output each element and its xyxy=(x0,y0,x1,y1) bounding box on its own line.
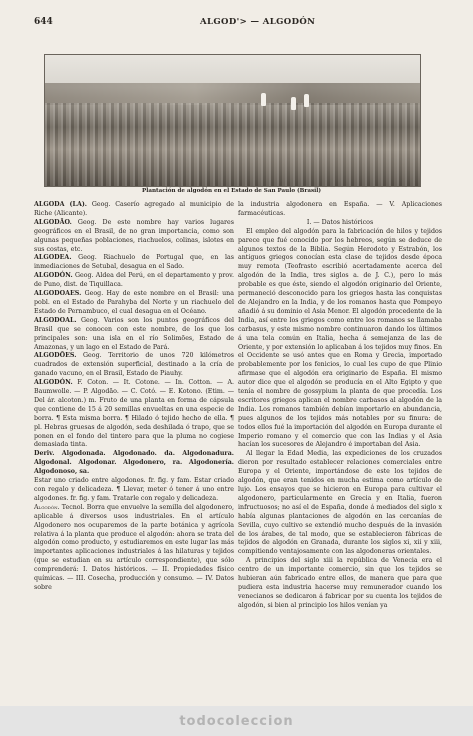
entry-text: F. Coton. — It. Cotone. — In. Cotton. — A. Baumwolle. — P. Algodão. — C. Cotó. — E. Kotono. (Etim. — Del ár. alcoton.) m. Fruto de una planta en forma de cápsula que contiene de 15 á 20 semillas envueltas en una especie de borra. ¶ Esta misma borra. ¶ Hilado ó tejido hecho de ella. ¶ pl. Hebras gruesas de algodón, seda deshilada ó trapo, que se ponen en el fondo del tintero para que la pluma no cogiese demasiada tinta. xyxy=(34,379,234,449)
photo-figure-worker xyxy=(261,93,266,106)
dictionary-entry xyxy=(34,477,234,504)
article-paragraph: A principios del siglo xiii la república de Venecia era el centro de un importante comercio, sin que los tejidos se hubieran aún fabricado entre ellos, de manera que para que pudiera esta industria hacerse muy remunerador cuando los venecianos se dedicaron á fabricar por su cuenta los tejidos de algodón, si bien al principio los hilos venían ya xyxy=(238,557,442,609)
entry-headword: ALGODÃO. xyxy=(34,218,72,226)
entry-text: Geog. Territorio de unos 720 kilómetros cuadrados de extensión superficial, destinado a la cría de ganado vacuno, en el Brasil, Estado de Piauhy. xyxy=(34,352,234,378)
entry-headword: ALGODÓN. xyxy=(34,379,73,387)
photo-cotton-field xyxy=(45,103,420,186)
dictionary-entry xyxy=(34,504,234,593)
photo-figure-worker xyxy=(291,97,296,110)
article-paragraph: Al llegar la Edad Media, las expediciones de los cruzados dieron por resultado establecer relaciones comerciales entre Europa y el Oriente, importándose de este los tejidos de algodón, que eran tenidos en mucha estima como artículo de lujo. Los ensayos que se hicieron en Europa para cultivar el algodonero, particularmente en Grecia y en Italia, fueron infructuosos; no así el de España, donde á mediados del siglo x había algunas plantaciones de algodón en las cercanías de Sevilla, cuyo cultivo se extendió mucho después de la invasión de los árabes, de tal modo, que se establecieron fábricas de tejidos de algodón en Granada, durante los siglos xi, xii y xiii, compitiendo ventajosamente con las algodoneras orientales. xyxy=(238,450,442,556)
entry-headword: ALGODOAES. xyxy=(34,290,82,298)
entry-text: Geog. Riachuelo de Portugal que, en las inmediaciones de Setubal, desagua en el Sado. xyxy=(34,254,234,271)
entry-headword: ALGODA (LA). xyxy=(34,201,87,208)
watermark-strip xyxy=(0,706,473,736)
running-title: ALGOD'> — ALGODÓN xyxy=(200,17,316,27)
photo-hills xyxy=(45,83,420,105)
entry-text: Estar uno criado entre algodones. fr. fig. y fam. Estar criado con regalo y delicadeza. ¶ Llevar, meter ó tener á uno entre algodones. fr. fig. y fam. Tratarle con regalo y delicadeza. xyxy=(34,477,234,502)
entry-text: Geog. Aldea del Perú, en el departamento y prov. de Puno, dist. de Tiquillaca. xyxy=(34,272,234,289)
photo-figure-worker xyxy=(304,94,309,107)
page-number: 644 xyxy=(34,17,53,27)
entry-text: Geog. Hay de este nombre en el Brasil: una pobl. en el Estado de Parahyba del Norte y un riachuelo del Estado de Pernambuco, el cual desagua en el Océano. xyxy=(34,290,234,315)
entry-text: Geog. Varios son los puntos geográficos del Brasil que se conocen con este nombre, de los que los principales son: una isla en el río Solimões, Estado de Amazonas, y un lago en el Estado de Pará. xyxy=(34,316,234,351)
article-paragraph: la industria algodonera en España. — V. Aplicaciones farmacéuticas. xyxy=(238,201,442,217)
entry-text: Geog. De este nombre hay varios lugares geográficos en el Brasil, de no gran importancia, como son algunas pequeñas poblaciones, riachuelos, colinas, islotes en sus costas, etc. xyxy=(34,218,234,253)
entry-headword: ALGODÕES. xyxy=(34,352,77,360)
page-header xyxy=(34,17,453,31)
watermark-text: todocoleccion xyxy=(179,714,294,729)
figure-caption: Plantación de algodón en el Estado de San Paulo (Brasil) xyxy=(141,188,322,194)
dictionary-entry xyxy=(34,272,234,290)
entry-headword: Deriv. Algodonada. Algodonado. da. Algodonadura. Algodonal. Algodonar. Algodonero, ra. Algodonería. Algodonoso, sa. xyxy=(34,450,234,476)
dictionary-entry xyxy=(34,352,234,379)
entry-headword: ALGODEA. xyxy=(34,254,72,262)
dictionary-entry xyxy=(34,317,234,353)
dictionary-entry xyxy=(34,201,234,219)
entry-text: Geog. Caserío agregado al municipio de Riche (Alicante). xyxy=(34,201,234,217)
entry-headword: ALGODOAL. xyxy=(34,316,77,324)
left-text-column xyxy=(34,201,234,593)
entry-headword: Algodón. xyxy=(34,503,60,511)
cotton-plantation-photo xyxy=(44,54,421,187)
entry-text: Tecnol. Borra que envuelve la semilla del algodonero, aplicable á diversos usos industriales. En el artículo Algodonero nos ocuparemos de la parte botánica y agrícola relativa á la planta que produce el algodón: ahora se trata del algodón como producto, y estudiaremos en este lugar las más importantes aplicaciones industriales á las hilaturas y tejidos (que se estudian en su artículo correspondiente), que sólo comprenderá: I. Datos históricos. — II. Propiedades físico químicas. — III. Cosecha, producción y consumo. — IV. Datos sobre xyxy=(34,503,234,591)
entry-headword: ALGODÓN. xyxy=(34,272,73,280)
section-heading: I. — Datos históricos xyxy=(306,218,374,226)
dictionary-entry xyxy=(34,290,234,317)
dictionary-entry xyxy=(34,450,234,477)
dictionary-entry xyxy=(34,254,234,272)
dictionary-entry xyxy=(34,219,234,255)
article-paragraph: El empleo del algodón para la fabricación de hilos y tejidos parece que fué conocido por los hebreos, según se deduce de algunos textos de la Biblia. Según Herodoto y Estrabón, los antiguos griegos conocían esta clase de tejidos desde época muy remota (Teofrasto escribió acertadamente acerca del algodón de la India, tres siglos a. de J. C.), pero lo más probable es que éste, siendo el algodón originario del Oriente, permaneció desconocido para los griegos hasta las conquistas de Alejandro en la India, y de los romanos hasta que Pompeyo añadió á su dominio el Asia Menor. El algodón procedente de la India, así entre los griegos como entre los romanos se llamaba carbasus, y este mismo nombre continuaron dando los últimos á una tela común en Italia, hecha á semejanza de las de Oriente, y por extensión lo aplicaban á los tejidos muy finos. En el Occidente se usó antes que en Roma y Grecia, importado probablemente por los fenicios, lo cual les cupo de que Plinio afirmase que el algodón era originario de España. El mismo autor dice que el algodón se producía en el Alto Egipto y que tenía el nombre de gossypium la planta de que procedía. Los escritores griegos aplican el nombre carbasos al algodón de la India. Los romanos también debían importarlo en abundancia, pues algunos de los tejidos más notables por su finura: de todos ellos fué la importación del algodón en Europa durante el Imperio romano y el comercio que con las Indias y el Asia hacían los sucesores de Alejandro é importaban del Asia. xyxy=(238,227,442,449)
dictionary-entry xyxy=(34,379,234,450)
right-text-column xyxy=(238,201,442,611)
